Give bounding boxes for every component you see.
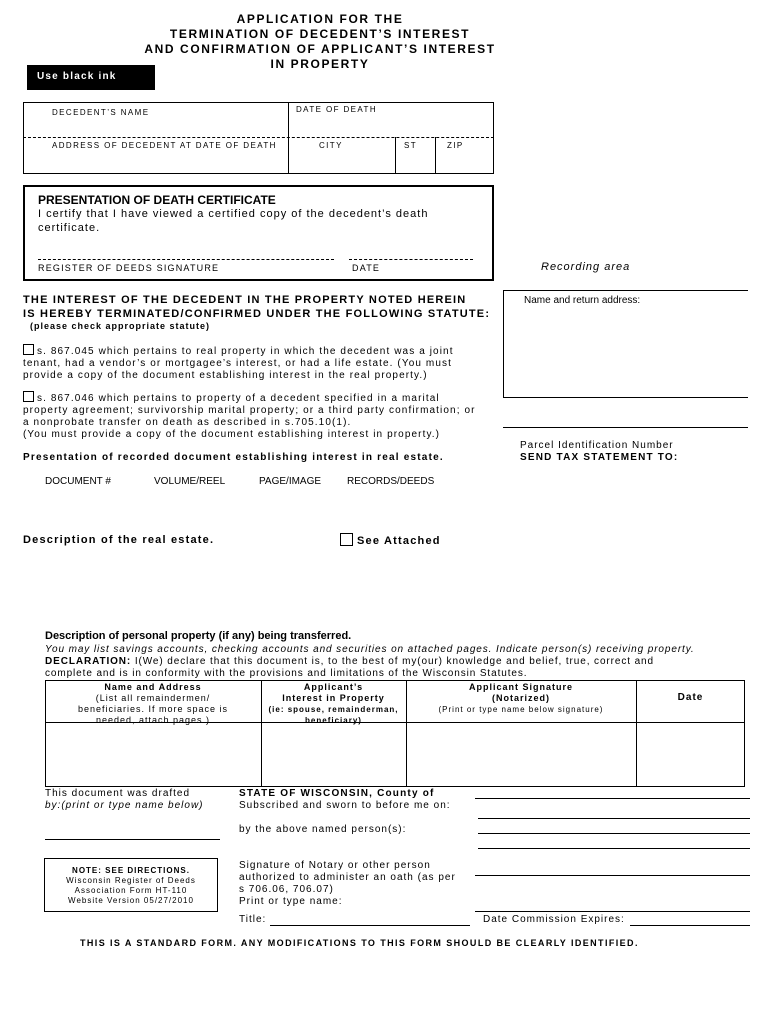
by-named-persons-label: by the above named person(s): — [239, 824, 407, 835]
drafted-line: This document was drafted — [45, 788, 191, 799]
notary-signature-label — [239, 860, 456, 908]
directions-note — [44, 866, 218, 906]
form-title — [130, 12, 510, 72]
title-line: APPLICATION FOR THE — [236, 12, 404, 26]
notary-line: s 706.06, 706.07) — [239, 884, 334, 895]
header-sub: (ie: spouse, remainderman, — [268, 705, 399, 714]
statute-option-867046[interactable] — [23, 391, 476, 441]
statute-option-867045[interactable] — [23, 344, 454, 382]
drafted-line: by:(print or type name below) — [45, 800, 204, 811]
option-text: provide a copy of the document establishing interest in the real property.) — [23, 370, 428, 381]
title-line: TERMINATION OF DECEDENT’S INTEREST — [169, 27, 471, 41]
check-statute-note: (please check appropriate statute) — [30, 321, 211, 331]
header-sub: needed, attach pages.) — [95, 715, 211, 725]
document-number-field[interactable]: DOCUMENT # — [45, 476, 111, 487]
notary-line: Signature of Notary or other person — [239, 860, 431, 871]
directions-line: Wisconsin Register of Deeds — [66, 876, 196, 885]
date-header: Date — [677, 692, 704, 703]
see-attached-label: See Attached — [357, 535, 441, 547]
notary-line: Print or type name: — [239, 896, 343, 907]
heading-line: IS HEREBY TERMINATED/CONFIRMED UNDER THE FOLLOWING STATUTE: — [23, 308, 491, 320]
declaration-line: complete and is in conformity with the provisions and limitations of the Wisconsin Statutes. — [45, 668, 528, 679]
header-title: (Notarized) — [492, 693, 550, 703]
date-cell[interactable] — [637, 723, 744, 786]
certificate-date-field[interactable]: DATE — [352, 263, 381, 273]
header-sub: beneficiaries. If more space is — [77, 704, 229, 714]
decedent-address-field[interactable]: ADDRESS OF DECEDENT AT DATE OF DEATH — [52, 141, 277, 150]
statute-867046-checkbox[interactable] — [23, 391, 34, 402]
declaration-label: DECLARATION: — [45, 656, 132, 667]
notary-signature-field[interactable] — [475, 858, 750, 875]
option-text: s. 867.045 which pertains to real property in which the decedent was a joint — [37, 346, 454, 357]
text-line: certificate. — [38, 222, 101, 234]
applicant-interest-header — [262, 682, 405, 726]
real-estate-description-label: Description of the real estate. — [23, 534, 215, 546]
city-field[interactable]: CITY — [319, 141, 343, 150]
header-title: Name and Address — [104, 682, 202, 692]
header-title: Applicant Signature — [468, 682, 573, 692]
subscribed-label: Subscribed and sworn to before me on: — [239, 800, 451, 811]
death-certificate-text — [38, 207, 428, 235]
records-deeds-field[interactable]: RECORDS/DEEDS — [347, 476, 435, 487]
applicant-signature-header — [407, 682, 635, 715]
option-text: (You must provide a copy of the document establishing interest in property.) — [23, 429, 441, 440]
interest-cell[interactable] — [262, 723, 405, 786]
signature-cell[interactable] — [407, 723, 635, 786]
standard-form-footer: THIS IS A STANDARD FORM. ANY MODIFICATIONS TO THIS FORM SHOULD BE CLEARLY IDENTIFIED. — [80, 938, 639, 948]
recording-area-label: Recording area — [541, 261, 631, 273]
declaration-line: I(We) declare that this document is, to the best of my(our) knowledge and belief, true, correct and — [131, 656, 654, 667]
volume-reel-field[interactable]: VOLUME/REEL — [154, 476, 226, 487]
ink-note: Use black ink — [27, 65, 155, 90]
header-sub: (Print or type name below signature) — [438, 705, 604, 714]
decedent-name-field[interactable]: DECEDENT’S NAME — [52, 108, 150, 117]
send-tax-statement-label: SEND TAX STATEMENT TO: — [520, 452, 679, 463]
option-text: property agreement; survivorship marital property; or a third party confirmation; or — [23, 405, 476, 416]
text-line: I certify that I have viewed a certified copy of the decedent’s death — [38, 208, 429, 220]
death-certificate-heading: PRESENTATION OF DEATH CERTIFICATE — [38, 193, 276, 207]
see-attached-option[interactable] — [340, 533, 441, 547]
name-address-header — [46, 682, 260, 726]
personal-property-heading: Description of personal property (if any) being transferred. — [45, 630, 352, 642]
statute-867045-checkbox[interactable] — [23, 344, 34, 355]
title-line: AND CONFIRMATION OF APPLICANT’S INTEREST — [144, 42, 496, 56]
state-field[interactable]: ST — [404, 141, 418, 150]
parcel-id-label: Parcel Identification Number — [520, 440, 674, 451]
header-title: Applicant’s — [303, 682, 364, 692]
recorded-document-heading: Presentation of recorded document establishing interest in real estate. — [23, 452, 444, 463]
header-sub: beneficiary) — [305, 716, 362, 725]
name-return-address-field[interactable]: Name and return address: — [524, 295, 641, 306]
statute-heading — [23, 293, 490, 321]
declaration-text — [45, 656, 654, 680]
drafted-by-label — [45, 788, 204, 812]
directions-line: Association Form HT-110 — [74, 886, 188, 895]
page-image-field[interactable]: PAGE/IMAGE — [259, 476, 322, 487]
option-text: s. 867.046 which pertains to property of a decedent specified in a marital — [37, 393, 440, 404]
name-address-cell[interactable] — [46, 723, 260, 786]
state-county-label: STATE OF WISCONSIN, County of — [239, 788, 435, 799]
option-text: tenant, had a vendor’s or mortgagee’s interest, or had a life estate. (You must — [23, 358, 452, 369]
print-name-field[interactable] — [475, 894, 750, 911]
title-field[interactable]: Title: — [239, 914, 267, 925]
notary-line: authorized to administer an oath (as per — [239, 872, 456, 883]
date-of-death-field[interactable]: DATE OF DEATH — [296, 105, 378, 114]
zip-field[interactable]: ZIP — [447, 141, 464, 150]
header-sub: (List all remaindermen/ — [95, 693, 211, 703]
drafted-by-field[interactable] — [45, 822, 220, 839]
commission-expires-field[interactable]: Date Commission Expires: — [483, 914, 625, 925]
directions-line: NOTE: SEE DIRECTIONS. — [72, 866, 190, 875]
personal-property-note: You may list savings accounts, checking accounts and securities on attached pages. Indicate person(s) receiving property. — [45, 644, 695, 655]
directions-line: Website Version 05/27/2010 — [68, 896, 194, 905]
title-line: IN PROPERTY — [270, 57, 370, 71]
heading-line: THE INTEREST OF THE DECEDENT IN THE PROPERTY NOTED HEREIN — [23, 294, 467, 306]
option-text: a nonprobate transfer on death as described in s.705.10(1). — [23, 417, 352, 428]
header-title: Interest in Property — [282, 693, 385, 703]
see-attached-checkbox[interactable] — [340, 533, 353, 546]
register-signature-field[interactable]: REGISTER OF DEEDS SIGNATURE — [38, 263, 220, 273]
